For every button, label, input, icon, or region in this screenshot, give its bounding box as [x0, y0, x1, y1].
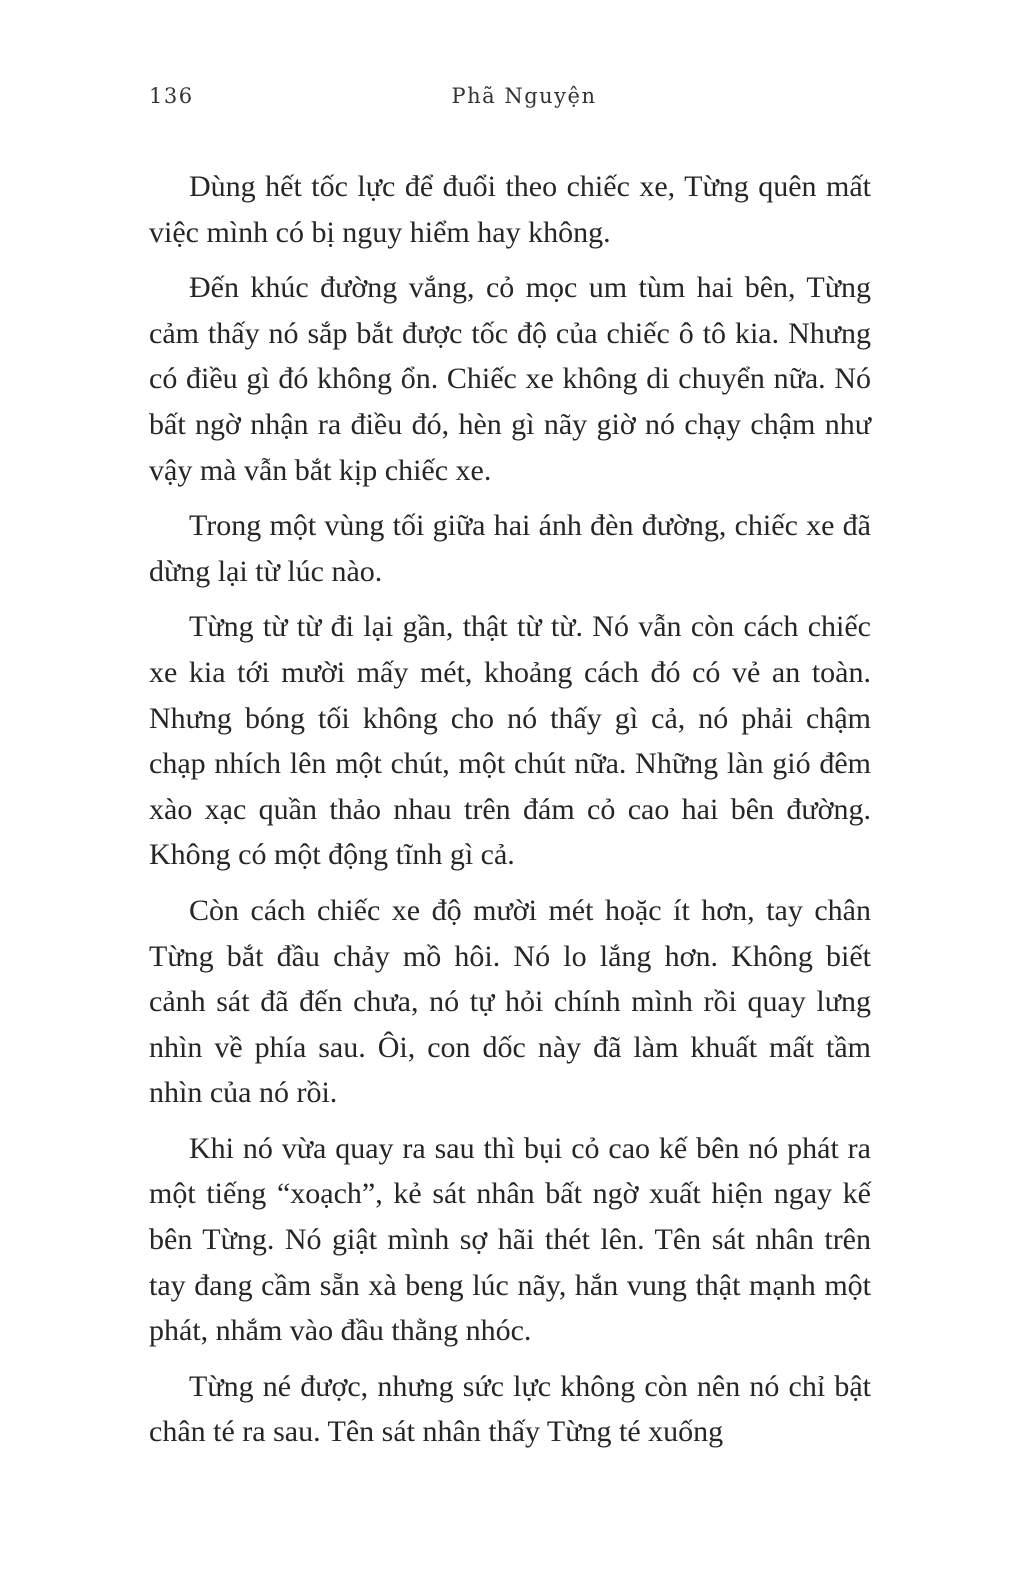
paragraph: Đến khúc đường vắng, cỏ mọc um tùm hai bên, Từng cảm thấy nó sắp bắt được tốc độ của chiếc ô tô kia. Nhưng có điều gì đó không ổn. Chiếc xe không di chuyển nữa. Nó bất ngờ nhận ra điều đó, hèn gì nãy giờ nó chạy chậm như vậy mà vẫn bắt kịp chiếc xe. — [149, 271, 871, 487]
page-header — [149, 84, 871, 118]
paragraph: Từng né được, nhưng sức lực không còn nên nó chỉ bật chân té ra sau. Tên sát nhân thấy Từng té xuống — [149, 1369, 871, 1449]
body-text — [149, 164, 871, 1465]
page-number: 136 — [149, 84, 194, 108]
paragraph: Trong một vùng tối giữa hai ánh đèn đường, chiếc xe đã dừng lại từ lúc nào. — [149, 509, 871, 588]
paragraph: Từng từ từ đi lại gần, thật từ từ. Nó vẫn còn cách chiếc xe kia tới mười mấy mét, khoảng cách đó có vẻ an toàn. Nhưng bóng tối không cho nó thấy gì cả, nó phải chậm chạp nhích lên một chút, một chút nữa. Những làn gió đêm xào xạc quần thảo nhau trên đám cỏ cao hai bên đường. Không có một động tĩnh gì cả. — [149, 610, 871, 872]
running-title: Phã Nguyện — [451, 84, 597, 108]
paragraph: Khi nó vừa quay ra sau thì bụi cỏ cao kế bên nó phát ra một tiếng “xoạch”, kẻ sát nhân bất ngờ xuất hiện ngay kế bên Từng. Nó giật mình sợ hãi thét lên. Tên sát nhân trên tay đang cầm sẵn xà beng lúc nãy, hắn vung thật mạnh một phát, nhắm vào đầu thằng nhóc. — [149, 1131, 871, 1348]
paragraph: Dùng hết tốc lực để đuổi theo chiếc xe, Từng quên mất việc mình có bị nguy hiểm hay không. — [149, 170, 871, 249]
paragraph: Còn cách chiếc xe độ mười mét hoặc ít hơn, tay chân Từng bắt đầu chảy mồ hôi. Nó lo lắng hơn. Không biết cảnh sát đã đến chưa, nó tự hỏi chính mình rồi quay lưng nhìn về phía sau. Ôi, con dốc này đã làm khuất mất tầm nhìn của nó rồi. — [149, 893, 871, 1110]
